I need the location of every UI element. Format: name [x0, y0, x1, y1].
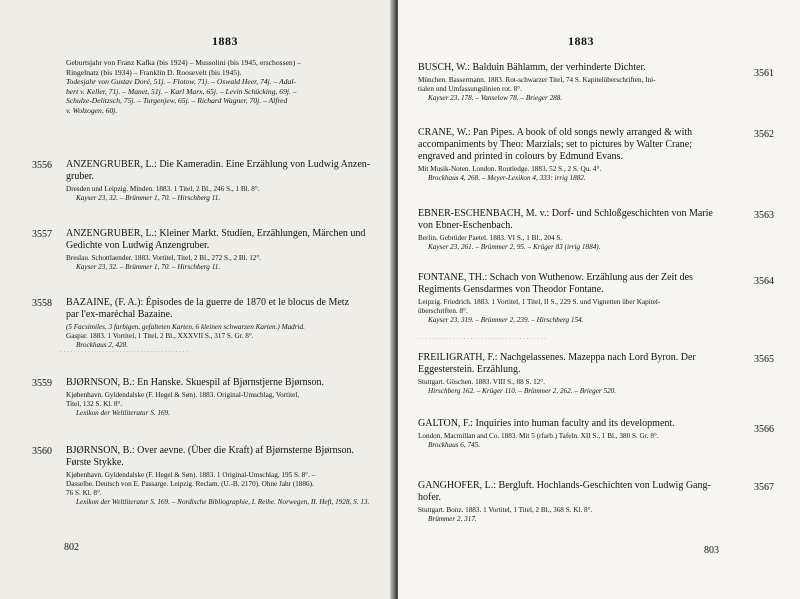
entry-references: Kayser 23, 261. – Brümmer 2, 95. – Krüger 83 (irrig 1884). [428, 243, 601, 251]
bibliography-entry [418, 208, 736, 252]
entry-title: BJØRNSON, B.: Over aevne. (Über die Kraft) af Bjørnsterne Bjørnson. [66, 445, 354, 456]
entry-title: par l'ex-maréchal Bazaine. [66, 309, 173, 320]
entry-title: Første Stykke. [66, 457, 124, 468]
entry-title: GALTON, F.: Inquiries into human faculty and its development. [418, 418, 675, 429]
entry-title: FONTANE, TH.: Schach von Wuthenow. Erzählung aus der Zeit des [418, 272, 693, 283]
entry-references: Brockhaus 4, 268. – Meyer-Lexikon 4, 333: irrig 1882. [428, 174, 586, 182]
entry-references: Brockhaus 6, 745. [428, 441, 481, 449]
bibliography-entry [418, 418, 736, 450]
bleed-through-text: · · · · · · · · · · · · · · · · · · · · · · · · · · · · · · · · · · · · · [60, 348, 188, 356]
bibliography-entry [66, 228, 384, 272]
entry-imprint: Mit Musik-Noten. London. Routledge. 1883. 52 S., 2 S. Qu. 4°. [418, 165, 602, 173]
entry-number: 3556 [32, 160, 52, 171]
entry-imprint: München. Bassermann. 1883. Rot-schwarzer Titel, 74 S. Kapitelüberschriften, Ini- [418, 76, 656, 84]
entry-imprint: Kjøbenhavn. Gyldendalske (F. Hegel & Søn). 1883. 1 Original-Umschlag, 195 S. 8°. – [66, 471, 316, 479]
entry-title: Eggesterstein. Erzählung. [418, 364, 521, 375]
bibliography-entry [418, 352, 736, 396]
entry-title: von Ebner-Eschenbach. [418, 220, 513, 231]
entry-imprint: Kjøbenhavn. Gyldendalske (F. Hegel & Søn). 1883. Original-Umschlag, Vortitel, [66, 391, 300, 399]
entry-imprint: tialen und Umfassungslinien rot. 8°. [418, 85, 522, 93]
entry-title: accompaniments by Theo: Marzials; set to pictures by Walter Crane; [418, 139, 693, 150]
entry-number: 3563 [754, 210, 774, 221]
entry-number: 3565 [754, 354, 774, 365]
entry-references: Lexikon der Weltliteratur S. 169. – Nordische Bibliographie, I. Reihe. Norwegen, II. Heft, 1928, S. 13. [76, 498, 370, 506]
page-folio: 803 [704, 545, 719, 556]
entry-imprint: 76 S. Kl. 8°. [66, 489, 102, 497]
continuation-line: Ringelnatz (bis 1934) – Franklin D. Roosevelt (bis 1945). [66, 67, 242, 77]
entry-number: 3564 [754, 276, 774, 287]
bibliography-entry [418, 62, 736, 103]
bibliography-entry [66, 297, 384, 350]
entry-number: 3567 [754, 482, 774, 493]
entry-references: Kayser 23, 32. – Brümmer 1, 70. – Hirschberg 11. [76, 263, 221, 271]
entry-imprint: Gaspar. 1883. 1 Vortitel, 1 Titel, 2 Bl., XXXVII S., 317 S. Gr. 8°. [66, 332, 254, 340]
continuation-line: v. Wolzogen, 60j. [66, 105, 118, 115]
entry-number: 3560 [32, 446, 52, 457]
entry-imprint: London. Macmillan and Co. 1883. Mit 5 (rfarb.) Tafeln. XII S., 1 Bl., 380 S. Gr. 8°. [418, 432, 659, 440]
entry-imprint: (5 Facsimiles, 3 farbigen, gefalteten Karten, 6 kleinen schwarzen Karten.) Madrid. [66, 323, 305, 331]
bibliography-entry [66, 445, 384, 507]
entry-imprint: überschriften. 8°. [418, 307, 468, 315]
right-page [398, 0, 800, 599]
entry-references: Kayser 23, 32. – Brümmer 1, 70. – Hirschberg 11. [76, 194, 221, 202]
entry-title: BUSCH, W.: Balduin Bählamm, der verhinderte Dichter. [418, 62, 646, 73]
entry-imprint: Leipzig. Friedrich. 1883. 1 Vortitel, 1 Titel, II S., 229 S. und Vignetten über Kapitel- [418, 298, 661, 306]
entry-references: Kayser 23, 319. – Brümmer 2, 239. – Hirschberg 154. [428, 316, 584, 324]
entry-imprint: Breslau. Schottlaender. 1883. Vortitel, Titel, 2 Bl., 272 S., 2 Bl. 12°. [66, 254, 262, 262]
continuation-line: bert v. Keller, 71j. – Manet, 51j. – Karl Marx, 65j. – Levin Schücking, 69j. – [66, 86, 297, 96]
entry-number: 3561 [754, 68, 774, 79]
entry-imprint: Stuttgart. Göschen. 1883. VIII S., 88 S. 12°. [418, 378, 545, 386]
entry-references: Lexikon der Weltliteratur S. 169. [76, 409, 170, 417]
entry-number: 3562 [754, 129, 774, 140]
entry-title: gruber. [66, 171, 95, 182]
continuation-block [66, 58, 384, 115]
entry-title: Regiments Gensdarmes von Theodor Fontane. [418, 284, 604, 295]
bibliography-entry [418, 480, 736, 524]
entry-number: 3558 [32, 298, 52, 309]
entry-title: EBNER-ESCHENBACH, M. v.: Dorf- und Schloßgeschichten von Marie [418, 208, 713, 219]
entry-imprint: Titel, 132 S. Kl. 8°. [66, 400, 123, 408]
entry-title: BJØRNSON, B.: En Hanske. Skuespil af Bjørnstjerne Bjørnson. [66, 377, 325, 388]
continuation-line: Schulze-Delitzsch, 75j. – Turgenjew, 65j. – Richard Wagner, 70j. – Alfred [66, 96, 288, 105]
entry-number: 3566 [754, 424, 774, 435]
entry-references: Kayser 23, 178. – Vanselow 78. – Brieger 288. [428, 94, 563, 102]
entry-references: Hirschberg 162. – Krüger 110. – Brümmer 2, 262. – Brieger 520. [428, 387, 617, 395]
entry-imprint: Dasselbe. Deutsch von E. Passarge. Leipzig. Reclam. (U.-B. 2170). Ohne Jahr (1886). [66, 480, 314, 488]
bibliography-entry [66, 159, 384, 203]
left-page [0, 0, 394, 599]
entry-title: ANZENGRUBER, L.: Kleiner Markt. Studien, Erzählungen, Märchen und [66, 228, 366, 239]
bleed-through-text: · · · · · · · · · · · · · · · · · · · · · · · · · · · · · · · · · · · · · [418, 335, 546, 343]
entry-imprint: Stuttgart. Bonz. 1883. 1 Vortitel, 1 Titel, 2 Bl., 368 S. Kl. 8°. [418, 506, 593, 514]
entry-references: Brümmer 2, 317. [428, 515, 477, 523]
entry-number: 3557 [32, 229, 52, 240]
bibliography-entry [418, 127, 736, 183]
bibliography-entry [66, 377, 384, 418]
entry-imprint: Berlin. Gebrüder Paetel. 1883. VI S., 1 Bl., 204 S. [418, 234, 563, 242]
page-folio: 802 [64, 542, 79, 553]
entry-title: ANZENGRUBER, L.: Die Kameradin. Eine Erzählung von Ludwig Anzen- [66, 159, 371, 170]
entry-title: CRANE, W.: Pan Pipes. A book of old songs newly arranged & with [418, 127, 693, 138]
right-page-year: 1883 [568, 34, 594, 48]
bibliography-entry [418, 272, 736, 325]
continuation-line: Geburtsjahr von Franz Kafka (bis 1924) – Mussolini (bis 1945, erschossen) – [66, 58, 301, 67]
entry-references: Brockhaus 2, 428. [76, 341, 129, 349]
entry-title: engraved and printed in colours by Edmund Evans. [418, 151, 623, 162]
entry-title: BAZAINE, (F. A.): Épisodes de la guerre de 1870 et le blocus de Metz [66, 297, 350, 308]
entry-title: FREILIGRATH, F.: Nachgelassenes. Mazeppa nach Lord Byron. Der [418, 352, 696, 363]
continuation-line: Todesjahr von Gustav Doré, 51j. – Flotow, 71j. – Oswald Heer, 74j. – Adal- [66, 77, 296, 86]
entry-title: Gedichte von Ludwig Anzengruber. [66, 240, 210, 251]
left-page-year: 1883 [212, 34, 238, 48]
entry-number: 3559 [32, 378, 52, 389]
entry-imprint: Dresden und Leipzig. Minden. 1883. 1 Titel, 2 Bl., 246 S., 1 Bl. 8°. [66, 185, 260, 193]
entry-title: hofer. [418, 492, 442, 503]
entry-title: GANGHOFER, L.: Bergluft. Hochlands-Geschichten von Ludwig Gang- [418, 480, 711, 491]
